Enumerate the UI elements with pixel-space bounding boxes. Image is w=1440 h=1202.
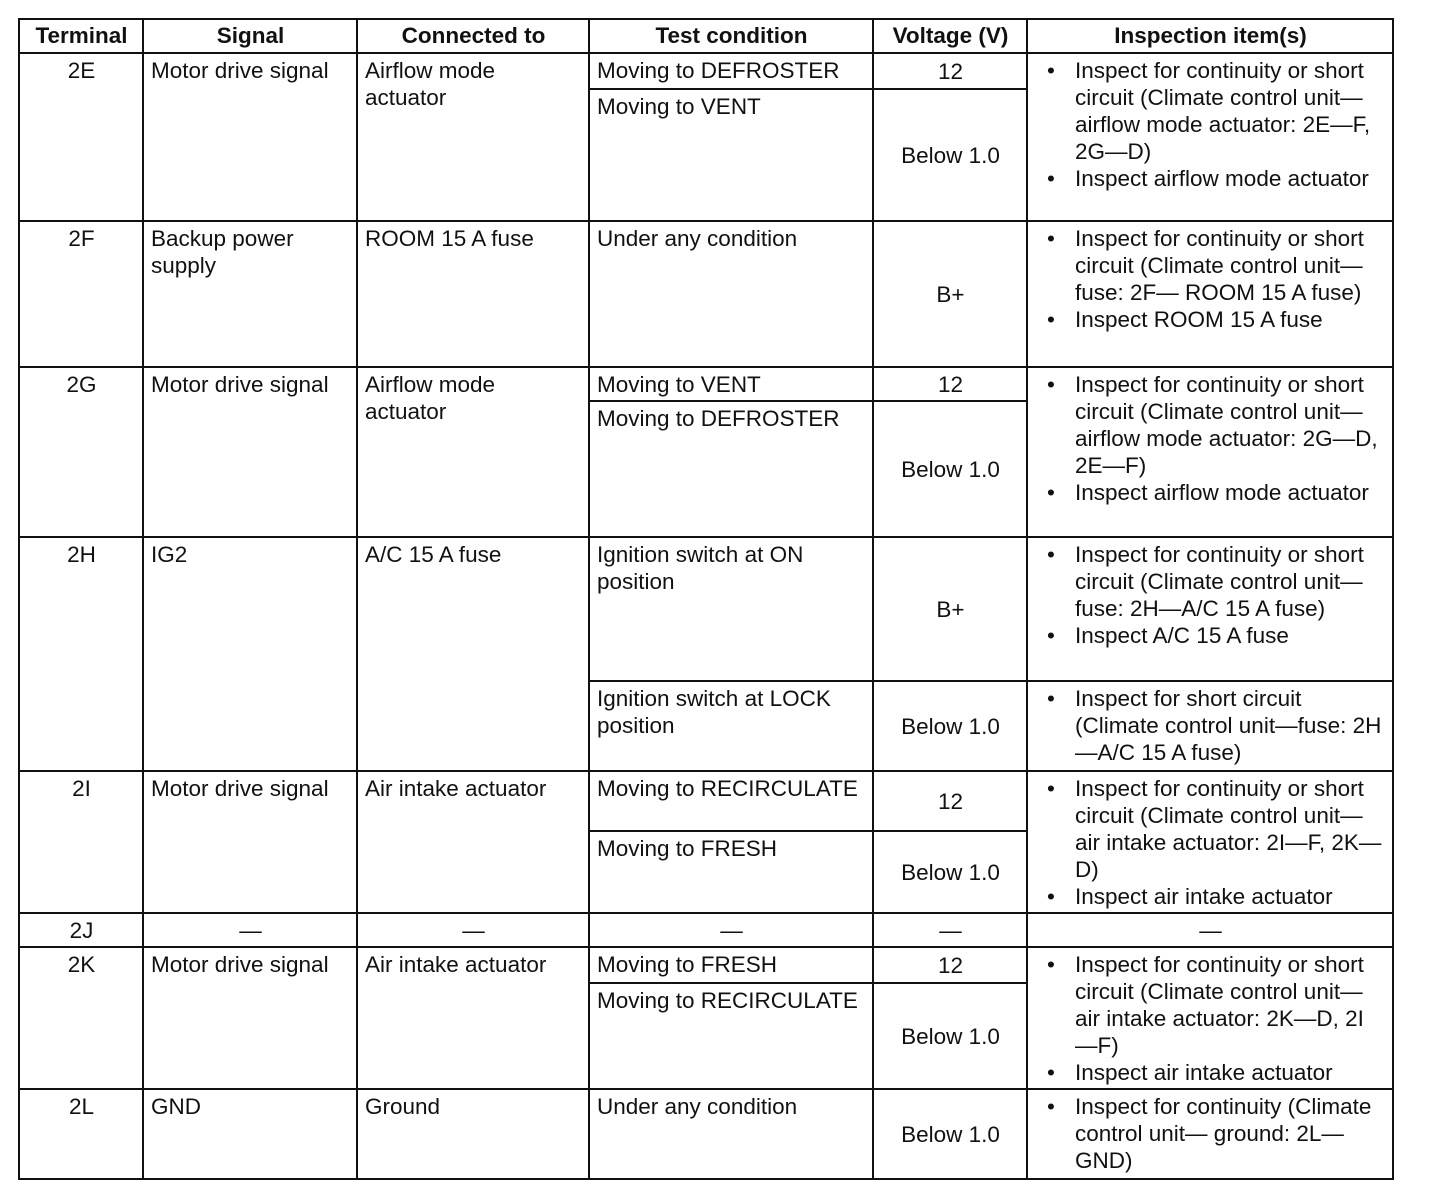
table-row	[19, 537, 1393, 681]
inspection-list	[1035, 685, 1386, 766]
signal-cell: Motor drive signal	[143, 367, 357, 537]
inspection-item: • Inspect for continuity or short circuit (Climate control unit—fuse: 2H—A/C 15 A fuse)	[1035, 541, 1386, 622]
table-row	[19, 913, 1393, 947]
voltage-cell: —	[873, 913, 1027, 947]
inspection-item: • Inspect for continuity or short circuit (Climate control unit—air intake actuator: 2I—F, 2K—D)	[1035, 775, 1386, 883]
header-inspection-items: Inspection item(s)	[1027, 19, 1393, 53]
inspection-cell	[1027, 537, 1393, 681]
condition-cell: Moving to VENT	[589, 89, 873, 221]
table-row	[19, 53, 1393, 89]
condition-cell: Ignition switch at ON position	[589, 537, 873, 681]
inspection-list	[1035, 541, 1386, 649]
header-terminal: Terminal	[19, 19, 143, 53]
table-row	[19, 771, 1393, 831]
header-connected-to: Connected to	[357, 19, 589, 53]
voltage-cell: 12	[873, 367, 1027, 401]
condition-cell: Under any condition	[589, 221, 873, 367]
table-row	[19, 1089, 1393, 1179]
condition-cell: Moving to FRESH	[589, 831, 873, 913]
voltage-cell: Below 1.0	[873, 89, 1027, 221]
inspection-item: • Inspect for continuity (Climate control unit— ground: 2L—GND)	[1035, 1093, 1386, 1174]
connected-cell: Airflow mode actuator	[357, 53, 589, 221]
terminal-voltage-table	[18, 18, 1394, 1180]
terminal-cell: 2H	[19, 537, 143, 771]
condition-cell: Moving to DEFROSTER	[589, 53, 873, 89]
terminal-cell: 2J	[19, 913, 143, 947]
voltage-cell: 12	[873, 947, 1027, 983]
inspection-cell	[1027, 221, 1393, 367]
terminal-cell: 2L	[19, 1089, 143, 1179]
inspection-item: • Inspect air intake actuator	[1035, 883, 1386, 910]
inspection-item: • Inspect airflow mode actuator	[1035, 479, 1386, 506]
voltage-cell: B+	[873, 221, 1027, 367]
signal-cell: Backup power supply	[143, 221, 357, 367]
connected-cell: Air intake actuator	[357, 947, 589, 1089]
condition-cell: Moving to DEFROSTER	[589, 401, 873, 537]
inspection-list	[1035, 775, 1386, 910]
inspection-cell	[1027, 1089, 1393, 1179]
inspection-cell	[1027, 53, 1393, 221]
voltage-cell: 12	[873, 53, 1027, 89]
voltage-cell: Below 1.0	[873, 831, 1027, 913]
inspection-cell	[1027, 367, 1393, 537]
header-row	[19, 19, 1393, 53]
terminal-cell: 2E	[19, 53, 143, 221]
inspection-list	[1035, 371, 1386, 506]
condition-cell: Moving to RECIRCULATE	[589, 983, 873, 1089]
terminal-cell: 2K	[19, 947, 143, 1089]
inspection-list	[1035, 951, 1386, 1086]
header-voltage: Voltage (V)	[873, 19, 1027, 53]
terminal-cell: 2F	[19, 221, 143, 367]
inspection-cell	[1027, 681, 1393, 771]
inspection-cell	[1027, 771, 1393, 913]
inspection-item: • Inspect for continuity or short circuit (Climate control unit—airflow mode actuator: 2E—F, 2G—D)	[1035, 57, 1386, 165]
inspection-item: • Inspect for continuity or short circuit (Climate control unit—airflow mode actuator: 2G—D, 2E—F)	[1035, 371, 1386, 479]
connected-cell: Air intake actuator	[357, 771, 589, 913]
condition-cell: Moving to VENT	[589, 367, 873, 401]
voltage-cell: Below 1.0	[873, 1089, 1027, 1179]
connected-cell: A/C 15 A fuse	[357, 537, 589, 771]
inspection-list	[1035, 1093, 1386, 1174]
inspection-item: • Inspect air intake actuator	[1035, 1059, 1386, 1086]
inspection-item: • Inspect airflow mode actuator	[1035, 165, 1386, 192]
inspection-item: • Inspect A/C 15 A fuse	[1035, 622, 1386, 649]
signal-cell: —	[143, 913, 357, 947]
terminal-cell: 2G	[19, 367, 143, 537]
inspection-list	[1035, 225, 1386, 333]
voltage-cell: Below 1.0	[873, 983, 1027, 1089]
terminal-cell: 2I	[19, 771, 143, 913]
signal-cell: Motor drive signal	[143, 53, 357, 221]
connected-cell: Ground	[357, 1089, 589, 1179]
table-row	[19, 221, 1393, 367]
signal-cell: IG2	[143, 537, 357, 771]
connected-cell: Airflow mode actuator	[357, 367, 589, 537]
inspection-item: • Inspect ROOM 15 A fuse	[1035, 306, 1386, 333]
voltage-cell: Below 1.0	[873, 401, 1027, 537]
inspection-item: • Inspect for continuity or short circuit (Climate control unit—air intake actuator: 2K—D, 2I—F)	[1035, 951, 1386, 1059]
condition-cell: —	[589, 913, 873, 947]
voltage-cell: Below 1.0	[873, 681, 1027, 771]
voltage-cell: B+	[873, 537, 1027, 681]
inspection-list	[1035, 57, 1386, 192]
voltage-cell: 12	[873, 771, 1027, 831]
inspection-cell	[1027, 947, 1393, 1089]
inspection-item: • Inspect for continuity or short circuit (Climate control unit—fuse: 2F— ROOM 15 A fuse)	[1035, 225, 1386, 306]
table-row	[19, 367, 1393, 401]
condition-cell: Ignition switch at LOCK position	[589, 681, 873, 771]
header-signal: Signal	[143, 19, 357, 53]
inspection-item: • Inspect for short circuit (Climate control unit—fuse: 2H—A/C 15 A fuse)	[1035, 685, 1386, 766]
signal-cell: Motor drive signal	[143, 771, 357, 913]
condition-cell: Moving to FRESH	[589, 947, 873, 983]
condition-cell: Moving to RECIRCULATE	[589, 771, 873, 831]
signal-cell: Motor drive signal	[143, 947, 357, 1089]
connected-cell: ROOM 15 A fuse	[357, 221, 589, 367]
inspection-cell: —	[1027, 913, 1393, 947]
signal-cell: GND	[143, 1089, 357, 1179]
connected-cell: —	[357, 913, 589, 947]
condition-cell: Under any condition	[589, 1089, 873, 1179]
header-test-condition: Test condition	[589, 19, 873, 53]
terminal-voltage-sheet	[18, 18, 1392, 1180]
table-row	[19, 947, 1393, 983]
